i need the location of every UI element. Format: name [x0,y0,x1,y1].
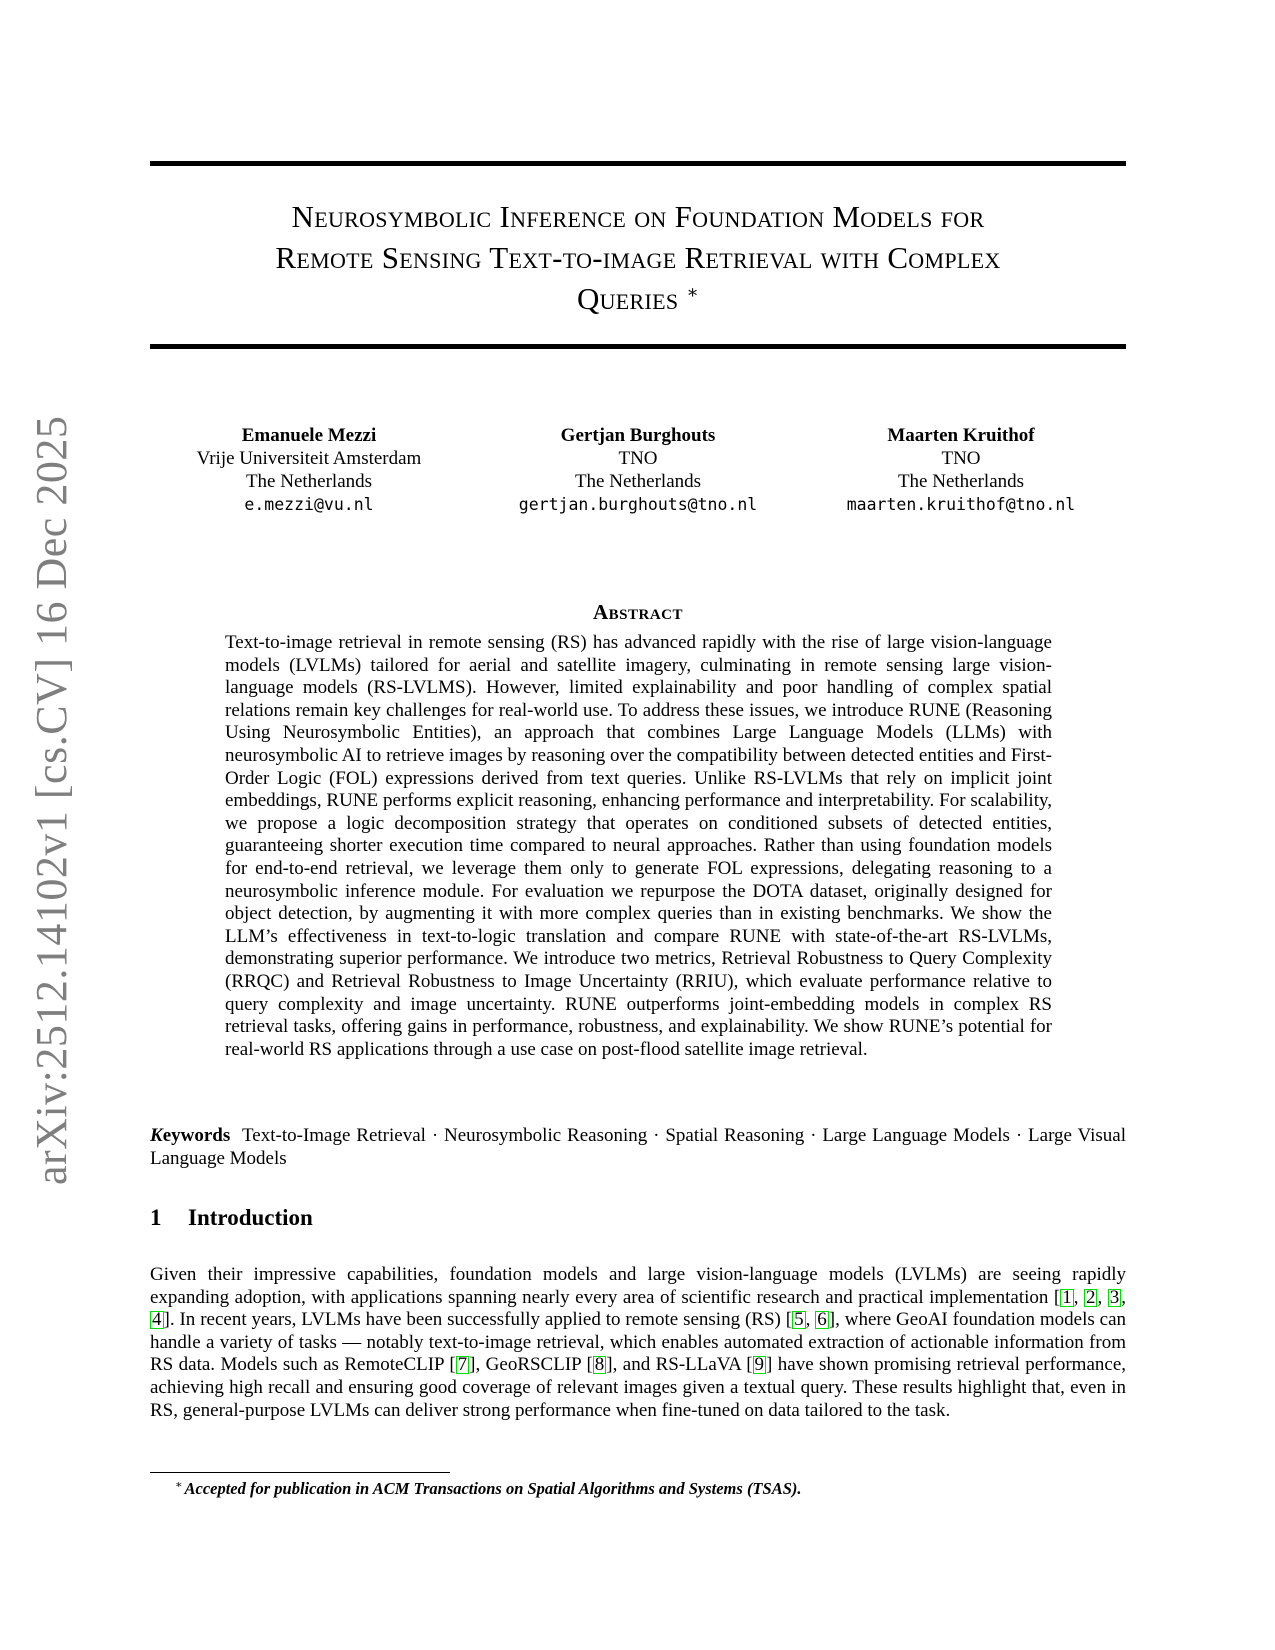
author-name: Emanuele Mezzi [241,425,377,446]
citation-link[interactable]: 8 [594,1354,605,1376]
keywords-label [150,1125,230,1146]
paper-title [150,196,1126,319]
author-name: Gertjan Burghouts [560,425,716,446]
title-top-rule [150,161,1126,166]
citation-link[interactable]: 2 [1085,1286,1096,1308]
author-affiliation: TNO [618,448,658,469]
keywords-paragraph [150,1125,1126,1170]
footnote-text: Accepted for publication in ACM Transactions on Spatial Algorithms and Systems (TSAS). [184,1479,802,1498]
keywords-label-rest: eywords [162,1125,231,1146]
title-line-2: Remote Sensing Text-to-image Retrieval with Complex [275,240,1001,275]
author-country: The Netherlands [245,471,373,492]
intro-text: ] have shown promising retrieval performance, achieving high recall and ensuring good coverage of relevant images given a textual query. These results highlight that, even in RS, general-purpose LVLMs can deliver strong performance when fine-tuned on data tailored to the task. [150,1354,1127,1421]
keywords-text: Text-to-Image Retrieval · Neurosymbolic Reasoning · Spatial Reasoning · Large Language Models · Large Visual Language Models [150,1125,1126,1169]
citation-link[interactable]: 4 [152,1309,162,1331]
intro-text: ], where GeoAI foundation models can handle a variety of tasks — notably text-to-image retrieval, which enables automated extraction of actionable information from RS data. Models such as RemoteCLIP [ [150,1309,1127,1376]
intro-text: Given their impressive capabilities, foundation models and large vision-language models (LVLMs) are seeing rapidly expanding adoption, with applications spanning nearly every area of scientific research and practical implementation [150,1264,1126,1308]
title-line-1: Neurosymbolic Inference on Foundation Models for [291,199,985,234]
author-name: Maarten Kruithof [887,425,1035,446]
citation-link[interactable]: 5 [794,1309,804,1331]
citation-link[interactable]: 1 [1062,1286,1072,1308]
citation-link[interactable]: 3 [1109,1286,1120,1308]
section-number: 1 [150,1205,162,1230]
author-block [468,424,808,516]
author-block [139,424,479,516]
author-country: The Netherlands [574,471,702,492]
intro-text: ], GeoRSCLIP [ [469,1354,593,1376]
section-title: Introduction [188,1205,313,1230]
intro-text: ]. In recent years, LVLMs have been successfully applied to remote sensing (RS) [ [163,1309,793,1331]
abstract-heading: Abstract [592,600,684,624]
section-heading [150,1205,313,1231]
author-email[interactable]: e.mezzi@vu.nl [244,495,374,514]
author-affiliation: TNO [941,448,981,469]
intro-text: ], and RS-LLaVA [ [606,1354,753,1376]
citation-link[interactable]: 7 [457,1354,468,1376]
author-block [791,424,1131,516]
author-affiliation: Vrije Universiteit Amsterdam [196,448,422,469]
title-bottom-rule [150,344,1126,349]
abstract-body: Text-to-image retrieval in remote sensing (RS) has advanced rapidly with the rise of large vision-language models (LVLMs) tailored for aerial and satellite imagery, culminating in remote sensing large vision-language models (RS-LVLMS). However, limited explainability and poor handling of complex spatial relations remain key challenges for real-world use. To address these issues, we introduce RUNE (Reasoning Using Neurosymbolic Entities), an approach that combines Large Language Models (LLMs) with neurosymbolic AI to retrieve images by reasoning over the compatibility between detected entities and First-Order Logic (FOL) expressions derived from text queries. Unlike RS-LVLMs that rely on implicit joint embeddings, RUNE performs explicit reasoning, enhancing performance and interpretability. For scalability, we propose a logic decomposition strategy that operates on conditioned subsets of detected entities, guaranteeing shorter execution time compared to neural approaches. Rather than using foundation models for end-to-end retrieval, we leverage them only to generate FOL expressions, delegating reasoning to a neurosymbolic inference module. For evaluation we repurpose the DOTA dataset, originally designed for object detection, by augmenting it with more complex queries than in existing benchmarks. We show the LLM’s effectiveness in text-to-logic translation and compare RUNE with state-of-the-art RS-LVLMs, demonstrating superior performance. We introduce two metrics, Retrieval Robustness to Query Complexity (RRQC) and Retrieval Robustness to Image Uncertainty (RRIU), which evaluate performance relative to query complexity and image uncertainty. RUNE outperforms joint-embedding models in complex RS retrieval tasks, offering gains in performance, robustness, and explainability. We show RUNE’s potential for real-world RS applications through a use case on post-flood satellite image retrieval. [225,632,1052,1060]
arxiv-identifier-stamp: arXiv:2512.14102v1 [cs.CV] 16 Dec 2025 [27,415,76,1185]
footnote-divider [150,1472,450,1473]
title-footnote-mark: ∗ [686,282,700,302]
introduction-paragraph: Given their impressive capabilities, foundation models and large vision-language models (LVLMs) are seeing rapidly expanding adoption, with applications spanning nearly every area of scientific research and practical implementation [ 1 , 2 , 3 , 4 ]. In recent years, LVLMs have been successfully applied to remote sensing (RS) [ 5 , 6 ], where GeoAI foundation models can handle a variety of tasks — notably text-to-image retrieval, which enables automated extraction of actionable information from RS data. Models such as RemoteCLIP [ 7 ], GeoRSCLIP [ 8 ], and RS-LLaVA [ 9 ] have shown promising retrieval performance, achieving high recall and ensuring good coverage of relevant images given a textual query. These results highlight that, even in RS, general-purpose LVLMs can deliver strong performance when fine-tuned on data tailored to the task. [150,1264,1127,1421]
author-country: The Netherlands [897,471,1025,492]
title-line-3: Queries [576,281,679,316]
footnote [175,1479,802,1499]
author-email[interactable]: gertjan.burghouts@tno.nl [518,495,758,514]
citation-link[interactable]: 6 [817,1309,827,1331]
keywords-label-lead: K [150,1125,163,1146]
footnote-mark: ∗ [175,1479,183,1491]
citation-link[interactable]: 9 [754,1354,765,1376]
author-email[interactable]: maarten.kruithof@tno.nl [846,495,1076,514]
